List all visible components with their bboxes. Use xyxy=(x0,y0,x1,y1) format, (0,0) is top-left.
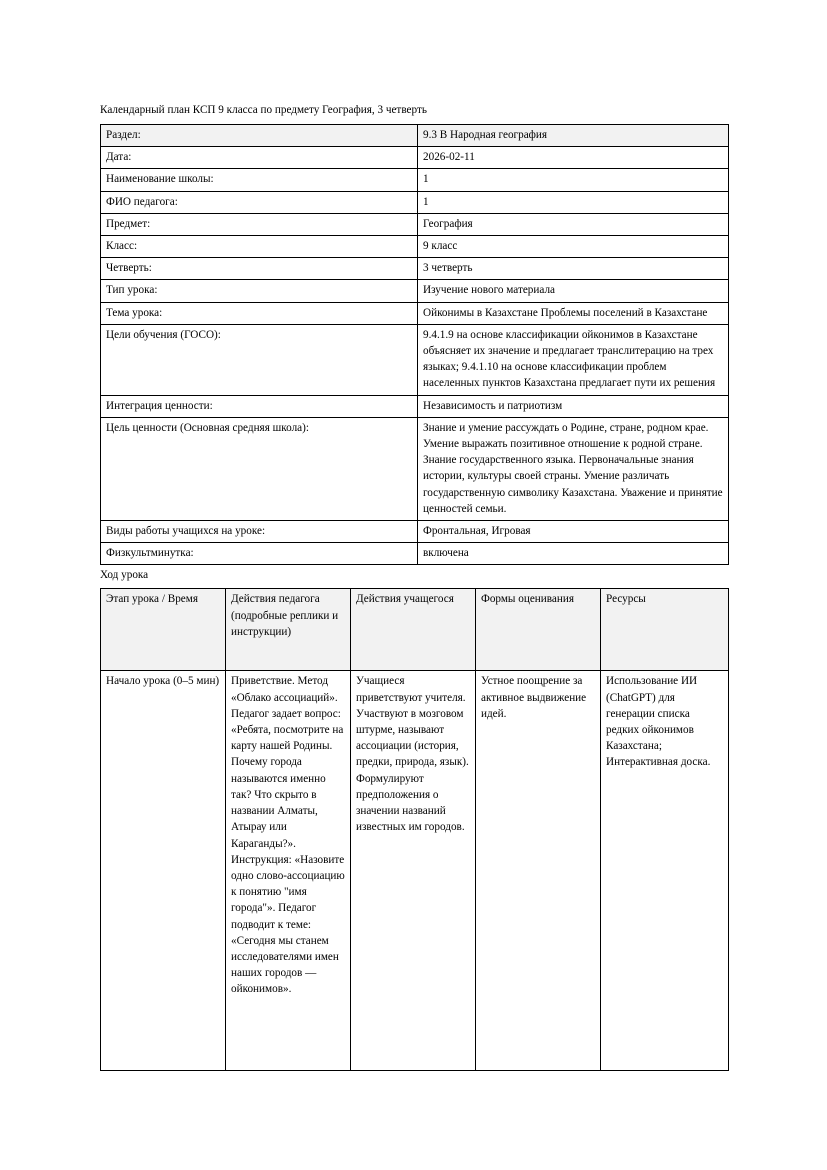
info-label-lesson-topic: Тема урока: xyxy=(101,302,418,324)
table-row xyxy=(101,417,729,520)
info-label-physical-minute: Физкультминутка: xyxy=(101,543,418,565)
table-row xyxy=(101,191,729,213)
info-value-value-goal: Знание и умение рассуждать о Родине, стране, родном крае. Умение выражать позитивное отношение к родной стране. Знание государственного языка. Первоначальные знания истории, культуры своей страны. Умение различать государственную символику Казахстана. Уважение и принятие ценностей семьи. xyxy=(418,417,729,520)
lesson-flow-label: Ход урока xyxy=(100,569,149,582)
cell-resources: Использование ИИ (ChatGPT) для генерации списка редких ойконимов Казахстана; Интерактивная доска. xyxy=(601,671,729,1071)
lesson-flow-table xyxy=(100,588,729,1071)
info-label-value-integration: Интеграция ценности: xyxy=(101,395,418,417)
info-value-quarter: 3 четверть xyxy=(418,258,729,280)
info-label-grade: Класс: xyxy=(101,236,418,258)
info-label-data: Дата: xyxy=(101,147,418,169)
lesson-flow-body xyxy=(101,671,729,1071)
table-row xyxy=(101,302,729,324)
lesson-info-body xyxy=(101,125,729,565)
info-label-value-goal: Цель ценности (Основная средняя школа): xyxy=(101,417,418,520)
table-row xyxy=(101,671,729,1071)
column-header-assessment-forms: Формы оценивания xyxy=(476,589,601,671)
info-label-teacher: ФИО педагога: xyxy=(101,191,418,213)
info-label-objectives: Цели обучения (ГОСО): xyxy=(101,324,418,395)
info-label-lesson-type: Тип урока: xyxy=(101,280,418,302)
info-label-subject: Предмет: xyxy=(101,213,418,235)
cell-student-actions: Учащиеся приветствуют учителя. Участвуют в мозговом штурме, называют ассоциации (история, предки, природа, язык). Формулируют предположения о значении названий известных им городов. xyxy=(351,671,476,1071)
table-row xyxy=(101,324,729,395)
info-value-value-integration: Независимость и патриотизм xyxy=(418,395,729,417)
document-page xyxy=(100,103,728,1071)
info-value-lesson-topic: Ойконимы в Казахстане Проблемы поселений в Казахстане xyxy=(418,302,729,324)
info-value-school: 1 xyxy=(418,169,729,191)
table-row xyxy=(101,521,729,543)
info-value-work-types: Фронтальная, Игровая xyxy=(418,521,729,543)
lesson-info-table xyxy=(100,124,729,565)
table-row xyxy=(101,147,729,169)
column-header-teacher-actions: Действия педагога (подробные реплики и инструкции) xyxy=(226,589,351,671)
table-row xyxy=(101,213,729,235)
column-header-student-actions: Действия учащегося xyxy=(351,589,476,671)
table-row xyxy=(101,258,729,280)
info-value-lesson-type: Изучение нового материала xyxy=(418,280,729,302)
info-value-data: 2026-02-11 xyxy=(418,147,729,169)
lesson-flow-header xyxy=(101,589,729,671)
cell-assessment-forms: Устное поощрение за активное выдвижение идей. xyxy=(476,671,601,1071)
column-header-resources: Ресурсы xyxy=(601,589,729,671)
info-label-work-types: Виды работы учащихся на уроке: xyxy=(101,521,418,543)
table-row xyxy=(101,169,729,191)
cell-stage: Начало урока (0–5 мин) xyxy=(101,671,226,1071)
info-value-razdel: 9.3 В Народная география xyxy=(418,125,729,147)
table-row xyxy=(101,236,729,258)
table-row xyxy=(101,543,729,565)
table-row xyxy=(101,280,729,302)
table-row xyxy=(101,125,729,147)
table-header-row xyxy=(101,589,729,671)
info-label-quarter: Четверть: xyxy=(101,258,418,280)
page-title: Календарный план КСП 9 класса по предмету География, 3 четверть xyxy=(100,104,427,116)
cell-teacher-actions: Приветствие. Метод «Облако ассоциаций». Педагог задает вопрос: «Ребята, посмотрите на карту нашей Родины. Почему города называются именно так? Что скрыто в названии Алматы, Атырау или Караганды?». Инструкция: «Назовите одно слово-ассоциацию к понятию "имя города"». Педагог подводит к теме: «Сегодня мы станем исследователями имен наших городов — ойконимов». xyxy=(226,671,351,1071)
info-value-subject: География xyxy=(418,213,729,235)
info-value-objectives: 9.4.1.9 на основе классификации ойконимов в Казахстане объясняет их значение и предлагает транслитерацию на трех языках; 9.4.1.10 на основе классификации проблем населенных пунктов Казахстана предлагает пути их решения xyxy=(418,324,729,395)
info-value-grade: 9 класс xyxy=(418,236,729,258)
column-header-stage: Этап урока / Время xyxy=(101,589,226,671)
info-value-teacher: 1 xyxy=(418,191,729,213)
table-row xyxy=(101,395,729,417)
info-label-razdel: Раздел: xyxy=(101,125,418,147)
info-value-physical-minute: включена xyxy=(418,543,729,565)
info-label-school: Наименование школы: xyxy=(101,169,418,191)
